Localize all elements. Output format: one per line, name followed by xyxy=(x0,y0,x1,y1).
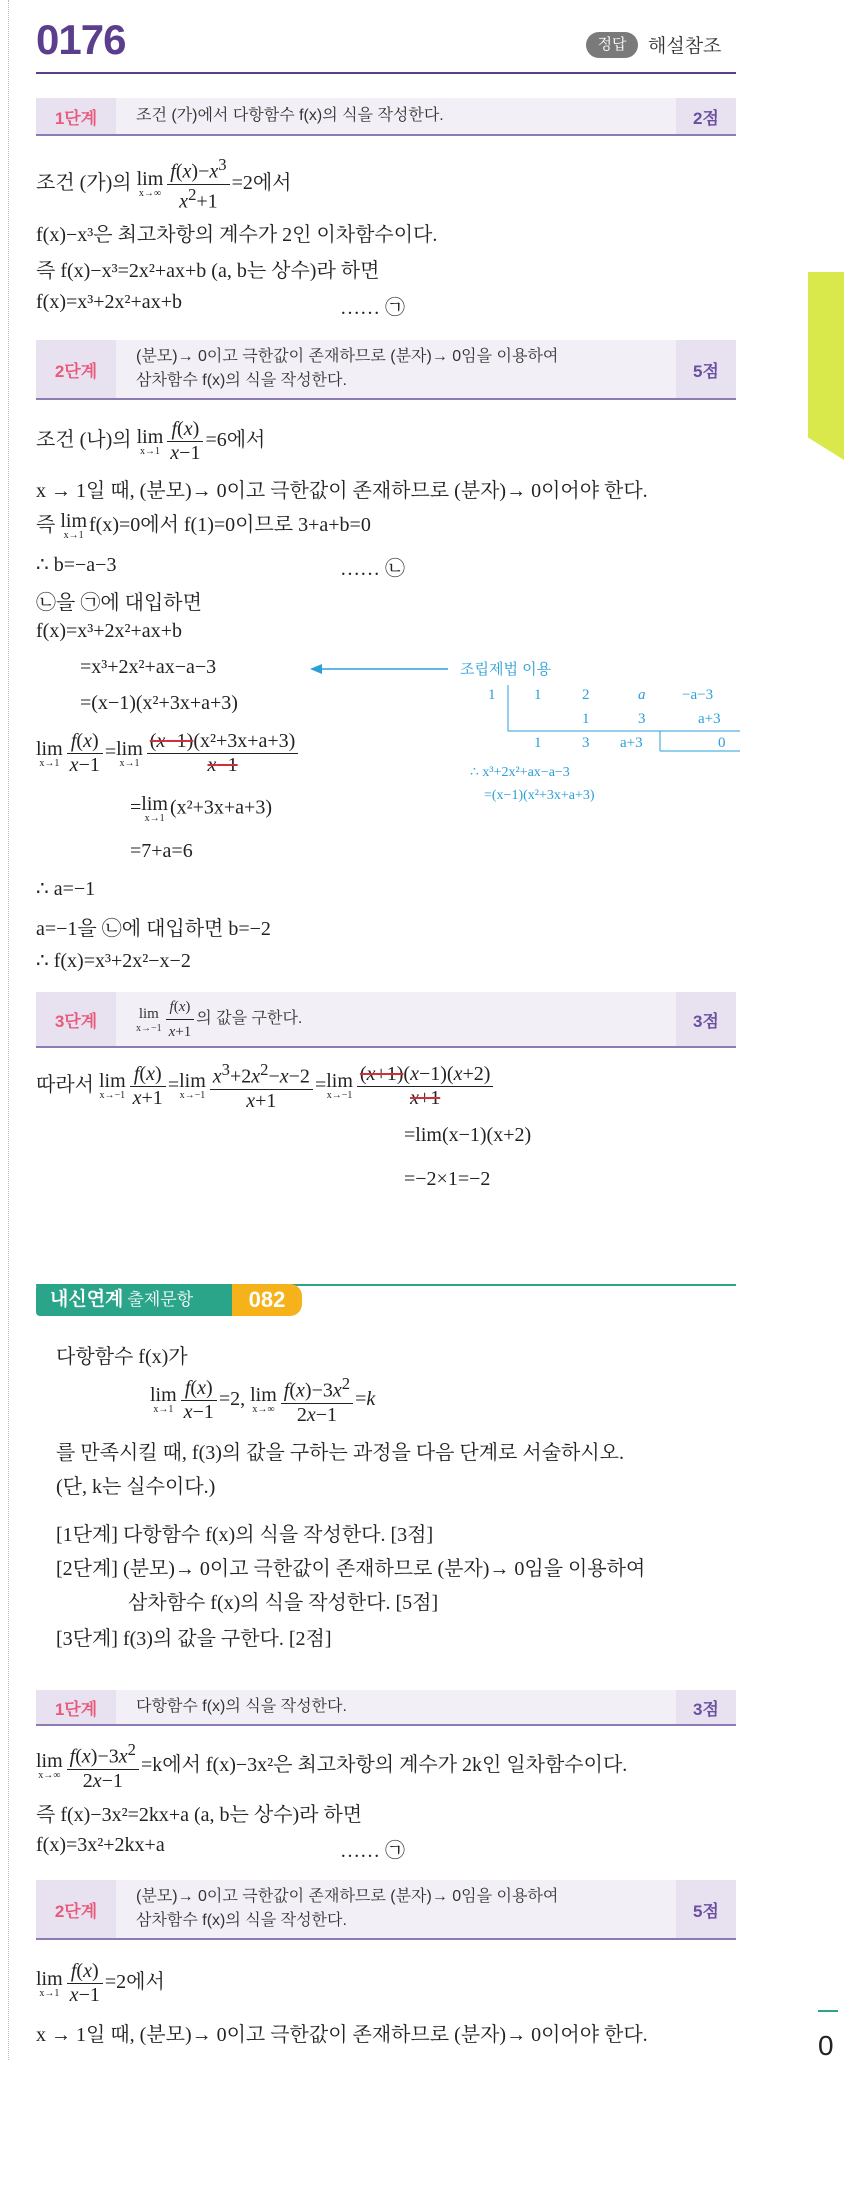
sol2-line12: ∴ a=−1 xyxy=(36,878,96,900)
problem-step2b: 삼차함수 f(x)의 식을 작성한다. [5점] xyxy=(128,1592,439,1614)
edge-page-digit: 0 xyxy=(818,2030,834,2061)
syn-r1: 1 xyxy=(534,687,542,703)
sol2-line8: =(x−1)(x²+3x+a+3) xyxy=(80,692,238,714)
sol2-line2: x → 1일 때, (분모)→ 0이고 극한값이 존재하므로 (분자)→ 0이어야 한다. xyxy=(36,480,648,502)
sol3-line2: =lim(x−1)(x+2) xyxy=(404,1124,532,1146)
sol2-line3: 즉 lim x→1 f(x)=0에서 f(1)=0이므로 3+a+b=0 xyxy=(36,510,371,542)
step-label: 1단계 xyxy=(36,1690,116,1724)
step-text-1: (분모)→ 0이고 극한값이 존재하므로 (분자)→ 0임을 이용하여 xyxy=(136,348,559,365)
sol4-line5: x → 1일 때, (분모)→ 0이고 극한값이 존재하므로 (분자)→ 0이어야 한다. xyxy=(36,2024,648,2046)
step-label: 2단계 xyxy=(36,340,116,398)
sol4-mark: …… ㉠ xyxy=(340,1840,405,1862)
synthetic-title: 조립제법 이용 xyxy=(460,661,552,678)
sol2-line13: a=−1을 ㉡에 대입하면 b=−2 xyxy=(36,918,271,940)
sol1-mark: …… ㉠ xyxy=(340,297,405,319)
syn-r1: 1 xyxy=(488,687,496,703)
step-2-bar xyxy=(36,340,736,400)
step-label: 1단계 xyxy=(36,98,116,134)
step-points: 2점 xyxy=(676,98,736,134)
syn-r1: a xyxy=(638,687,646,703)
syn-r2: 3 xyxy=(638,711,646,727)
step-points: 5점 xyxy=(676,340,736,398)
step-text: 조건 (가)에서 다항함수 f(x)의 식을 작성한다. xyxy=(136,107,444,124)
problem-step3: [3단계] f(3)의 값을 구한다. [2점] xyxy=(56,1628,332,1650)
synthetic-note-1: ∴ x³+2x²+ax−a−3 xyxy=(470,765,570,780)
header-rule xyxy=(36,72,736,74)
syn-r3: 0 xyxy=(718,735,726,751)
sol3-line1: 따라서 lim x→−1 $\frac{f(x)}{x+1}$ = lim x→−1 $\frac{x^3+2x^2-x-2}{x+1}$ = lim x→−1 $\frac{(x+1)(x-1)(x+2)}{x+1}$ xyxy=(36,1060,495,1113)
syn-r3: a+3 xyxy=(620,735,643,751)
naesin-number: 082 xyxy=(232,1284,302,1316)
sol2-line6: f(x)=x³+2x²+ax+b xyxy=(36,620,182,642)
sol2-line1: 조건 (나)의 lim x→1 $\frac{f(x)}{x-1}$ =6에서 xyxy=(36,418,266,464)
step-text-1: (분모)→ 0이고 극한값이 존재하므로 (분자)→ 0임을 이용하여 xyxy=(136,1888,559,1905)
sol1-line4: f(x)=x³+2x²+ax+b xyxy=(36,291,182,313)
step-label: 2단계 xyxy=(36,1880,116,1938)
answer-badge: 정답 xyxy=(586,32,638,58)
naesin-header xyxy=(36,1284,736,1316)
sol1-line1: 조건 (가)의 lim x→∞ $\frac{f(x)-x^3}{x^2+1}$ =2에서 xyxy=(36,155,292,213)
step-text: 의 값을 구한다. xyxy=(196,1010,303,1027)
step-1b-bar xyxy=(36,1690,736,1726)
step-points: 3점 xyxy=(676,1690,736,1724)
sol2-line11: =7+a=6 xyxy=(130,840,193,862)
edge-rule xyxy=(818,2010,838,2012)
sol2-line10: = lim x→1 (x²+3x+a+3) xyxy=(130,793,272,824)
sol4-line3: f(x)=3x²+2kx+a xyxy=(36,1834,165,1856)
step-points: 5점 xyxy=(676,1880,736,1938)
sol2-line14: ∴ f(x)=x³+2x²−x−2 xyxy=(36,950,191,972)
chapter-tab xyxy=(808,272,844,460)
synthetic-division xyxy=(470,685,740,755)
step-3-bar: 3단계 lim x→−1 $\frac{f(x)}{x+1}$ 의 값을 구한다. 3점 xyxy=(36,992,736,1048)
problem-line3: 를 만족시킬 때, f(3)의 값을 구하는 과정을 다음 단계로 서술하시오. xyxy=(56,1442,624,1464)
answer-reference: 해설참조 xyxy=(648,36,722,57)
syn-r1: −a−3 xyxy=(682,687,714,703)
synthetic-note-2: =(x−1)(x²+3x+a+3) xyxy=(484,788,595,803)
problem-number: 0176 xyxy=(36,16,126,63)
sol2-line5: ㉡을 ㉠에 대입하면 xyxy=(36,592,202,614)
sol2-line7: =x³+2x²+ax−a−3 xyxy=(80,656,217,678)
syn-r2: 1 xyxy=(582,711,590,727)
syn-r3: 1 xyxy=(534,735,542,751)
step-label: 3단계 xyxy=(36,992,116,1046)
sol1-line2: f(x)−x³은 최고차항의 계수가 2인 이차함수이다. xyxy=(36,224,438,246)
step-points: 3점 xyxy=(676,992,736,1046)
sol2-line9: lim x→1 $\frac{f(x)}{x-1}$ = lim x→1 $\frac{\text{(x−1)(x²+3x+a+3)}}{x-1}$ xyxy=(36,730,300,777)
sol1-line3: 즉 f(x)−x³=2x²+ax+b (a, b는 상수)라 하면 xyxy=(36,260,380,282)
naesin-title: 내신연계 출제문항 xyxy=(36,1284,232,1316)
sol2-line4: ∴ b=−a−3 xyxy=(36,554,117,576)
step-2b-bar xyxy=(36,1880,736,1940)
problem-line4: (단, k는 실수이다.) xyxy=(56,1476,216,1498)
sol4-line4: lim x→1 $\frac{f(x)}{x-1}$ =2에서 xyxy=(36,1960,165,2006)
problem-line2: lim x→1 $\frac{f(x)}{x-1}$ =2, lim x→∞ $\frac{f(x)-3x^2}{2x-1}$ =k xyxy=(150,1374,376,1426)
problem-step1: [1단계] 다항함수 f(x)의 식을 작성한다. [3점] xyxy=(56,1524,434,1546)
sol4-line2: 즉 f(x)−3x²=2kx+a (a, b는 상수)라 하면 xyxy=(36,1804,363,1826)
sol3-line3: =−2×1=−2 xyxy=(404,1168,491,1190)
step-text: 다항함수 f(x)의 식을 작성한다. xyxy=(136,1698,347,1715)
syn-r1: 2 xyxy=(582,687,590,703)
margin-dotted-line xyxy=(8,0,9,2060)
sol4-line1: lim x→∞ $\frac{f(x)-3x^2}{2x-1}$ =k에서 f(x)−3x²은 최고차항의 계수가 2k인 일차함수이다. xyxy=(36,1740,628,1792)
problem-line1: 다항함수 f(x)가 xyxy=(56,1346,188,1368)
syn-r3: 3 xyxy=(582,735,590,751)
step-text-2: 삼차함수 f(x)의 식을 작성한다. xyxy=(136,372,347,389)
step-text-2: 삼차함수 f(x)의 식을 작성한다. xyxy=(136,1912,347,1929)
step-1-bar xyxy=(36,98,736,136)
sol2-mark: …… ㉡ xyxy=(340,558,405,580)
arrow-icon xyxy=(310,662,450,676)
problem-step2a: [2단계] (분모)→ 0이고 극한값이 존재하므로 (분자)→ 0임을 이용하여 xyxy=(56,1558,646,1580)
syn-r2: a+3 xyxy=(698,711,721,727)
